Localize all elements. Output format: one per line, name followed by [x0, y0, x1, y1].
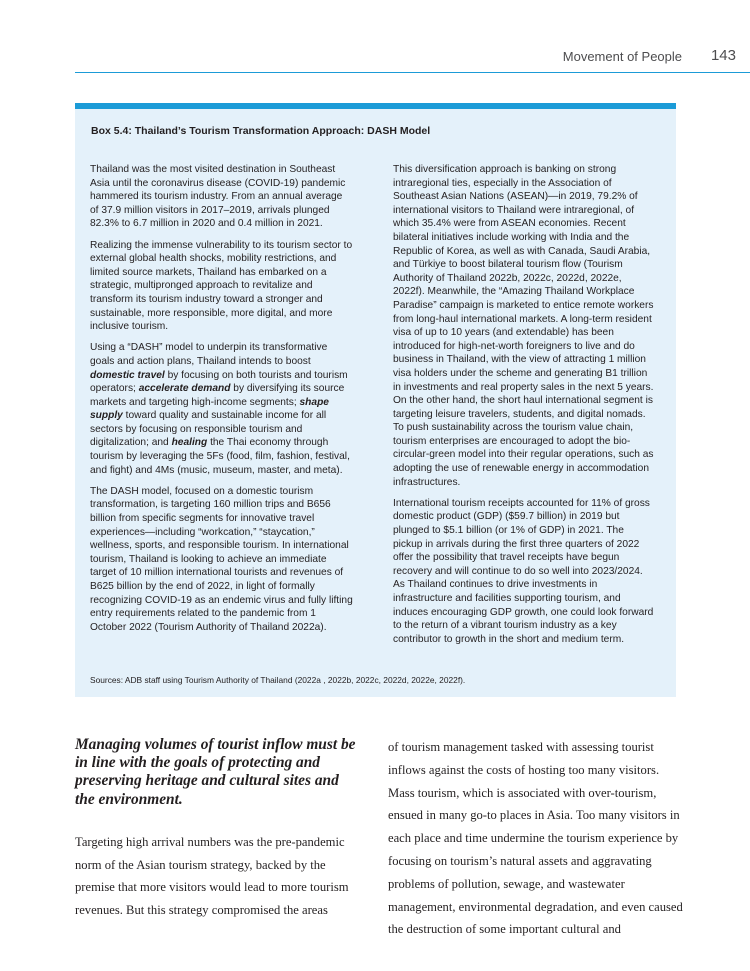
box-left-column: [90, 163, 353, 642]
running-section-title: Movement of People: [562, 49, 682, 64]
page-header: [0, 0, 750, 74]
body-paragraph: Targeting high arrival numbers was the pre-pandemic norm of the Asian tourism strategy, backed by the premise that more visitors would lead to more tourism revenues. But this strategy compromised the areas: [75, 834, 349, 918]
emphasis-domestic-travel: domestic travel: [90, 369, 165, 381]
emphasis-shape-supply: shape supply: [90, 396, 329, 422]
box-paragraph-dash: [90, 341, 353, 477]
header-divider: [75, 72, 750, 73]
text-run: Using a “DASH” model to underpin its transformative goals and action plans, Thailand intends to boost: [90, 342, 328, 367]
box-right-column: [393, 163, 656, 654]
text-run: by diversifying its source markets and targeting high-income segments;: [90, 383, 345, 408]
body-paragraph: of tourism management tasked with assessing tourist inflows against the costs of hosting too many visitors. Mass tourism, which is associated with over-tourism, ensued in many go-to places in Asia. Too many visitors in each place and time undermine the tourism experience by focusing on tourism’s natural assets and aggravating problems of pollution, sewage, and wastewater management, environmental degradation, and even caused the destruction of some important cultural and: [388, 740, 683, 937]
emphasis-accelerate-demand: accelerate demand: [138, 383, 231, 395]
box-dash-model: [75, 103, 676, 697]
text-run: the Thai economy through tourism by leveraging the 5Fs (food, film, fashion, festival, and fight) and 4Ms (music, museum, master, and meta).: [90, 437, 350, 476]
main-right-column: [388, 736, 684, 941]
box-paragraph: This diversification approach is banking on strong intraregional ties, especially in the Association of Southeast Asian Nations (ASEAN)—in 2019, 79.2% of international visitors to Thailand were intraregional, of which 35.4% were from ASEAN economies. Recent bilateral initiatives include working with India and the Republic of Korea, as well as with Canada, Saudi Arabia, and Türkiye to boost bilateral tourism flow (Tourism Authority of Thailand 2022b, 2022c, 2022d, 2022e, 2022f). Meanwhile, the “Amazing Thailand Workplace Paradise” campaign is marketed to entice remote workers from long-haul international markets. A long-term resident visa of up to 10 years (and extendable) has been introduced for high-net-worth foreigners to live and do business in Thailand, with the view of attracting 1 million visa holders under the scheme and generating B1 trillion in investments and real property sales in the next 5 years. On the other hand, the short haul international segment is targeting leisure travelers, students, and digital nomads. To push sustainability across the tourism value chain, tourism enterprises are encouraged to adopt the bio-circular-green model into their regular operations, such as adopting the use of renewable energy in accommodation infrastructures.: [393, 164, 654, 488]
box-paragraph: International tourism receipts accounted for 11% of gross domestic product (GDP) ($59.7 billion) in 2019 but plunged to $5.1 billion (or 1% of GDP) in 2021. The pickup in arrivals during the first three quarters of 2022 offer the possibility that travel receipts have begun recovery and will continue to do so well into 2023/2024. As Thailand continues to drive investments in infrastructure and facilities supporting tourism, and induces encouraging GDP growth, one could look forward to the return of a vibrant tourism industry as a key contributor to growth in the short and medium term.: [393, 497, 654, 645]
box-title: Box 5.4: Thailand’s Tourism Transformation Approach: DASH Model: [91, 125, 431, 137]
box-sources-note: Sources: ADB staff using Tourism Authority of Thailand (2022a , 2022b, 2022c, 2022d, 2022e, 2022f).: [90, 675, 466, 685]
text-run: by focusing on both tourists and tourism operators;: [90, 369, 348, 395]
box-paragraph: Realizing the immense vulnerability to its tourism sector to external global health shocks, mobility restrictions, and limited source markets, Thailand has embarked on a strategic, multipronged approach to revitalize and transform its tourism industry toward a stronger and sustainable, more responsible, more digital, and more inclusive tourism.: [90, 239, 353, 333]
emphasis-healing: healing: [171, 437, 208, 449]
text-run: toward quality and sustainable income for all sectors by focusing on responsible tourism and digitalization; and: [90, 410, 327, 449]
pull-quote: Managing volumes of tourist inflow must be in line with the goals of protecting and preserving heritage and cultural sites and the environment.: [75, 736, 356, 808]
page-number: 143: [710, 47, 736, 64]
main-left-column: [75, 736, 357, 922]
box-paragraph: The DASH model, focused on a domestic tourism transformation, is targeting 160 million trips and B656 billion from specific segments for innovative travel experiences—including “workcation,” “staycation,” wellness, sports, and responsible tourism. In international tourism, Thailand is looking to achieve an immediate target of 10 million international tourists and revenues of B625 billion by the end of 2022, in light of formally recognizing COVID-19 as an endemic virus and fully lifting entry requirements related to the pandemic from 1 October 2022 (Tourism Authority of Thailand 2022a).: [90, 485, 353, 633]
box-paragraph: Thailand was the most visited destination in Southeast Asia until the coronavirus disease (COVID-19) pandemic hammered its tourism industry. From an annual average of 37.9 million visitors in 2017–2019, arrivals plunged 82.3% to 6.7 million in 2020 and 0.4 million in 2021.: [90, 164, 346, 230]
